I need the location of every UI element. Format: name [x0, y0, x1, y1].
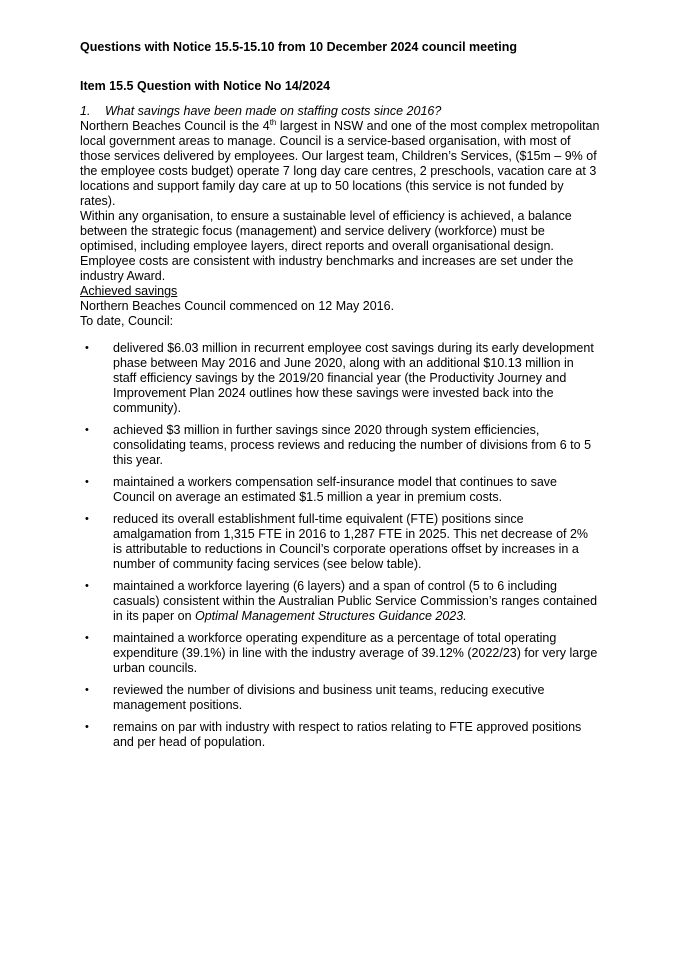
list-item — [80, 631, 600, 676]
list-item-text: reviewed the number of divisions and business unit teams, reducing executive management positions. — [113, 683, 545, 712]
list-item — [80, 341, 600, 416]
savings-list — [80, 341, 600, 750]
intro-p1-rest: largest in NSW and one of the most complex metropolitan local government areas to manage. Council is a service-based organisation, with most of those services delivered by employees. Our largest team, Children’s Services, ($15m – 9% of the employee costs budget) operate 7 long day care centres, 2 preschools, vacation care at 3 locations and support family day care at up to 50 locations (this service is not funded by rates). — [80, 119, 600, 208]
bullet-icon: • — [85, 684, 89, 696]
achieved-savings-heading: Achieved savings — [80, 284, 178, 298]
list-item — [80, 720, 600, 750]
achieved-paragraph-1: Northern Beaches Council commenced on 12 May 2016. — [80, 299, 395, 313]
question-text: What savings have been made on staffing costs since 2016? — [105, 104, 442, 118]
bullet-icon: • — [85, 342, 89, 354]
document-page — [80, 40, 600, 757]
list-item-text: maintained a workers compensation self-insurance model that continues to save Council on average an estimated $1.5 million a year in premium costs. — [113, 475, 557, 504]
list-item-text: achieved $3 million in further savings since 2020 through system efficiencies, consolidating teams, process reviews and reducing the number of divisions from 6 to 5 this year. — [113, 423, 592, 467]
achieved-paragraph-2: To date, Council: — [80, 314, 174, 328]
list-item-text: delivered $6.03 million in recurrent employee cost savings during its early development phase between May 2016 and June 2020, along with an additional $10.13 million in staff efficiency savings by the 2019/20 financial year (the Productivity Journey and Improvement Plan 2024 outlines how these savings were invested back into the community). — [113, 341, 594, 415]
bullet-icon: • — [85, 721, 89, 733]
intro-paragraph-1 — [80, 119, 600, 209]
bullet-icon: • — [85, 632, 89, 644]
document-title: Questions with Notice 15.5-15.10 from 10 December 2024 council meeting — [80, 40, 517, 54]
intro-p1-start: Northern Beaches Council is the 4 — [80, 119, 270, 133]
list-item-text: reduced its overall establishment full-time equivalent (FTE) positions since amalgamation from 1,315 FTE in 2016 to 1,287 FTE in 2025. This net decrease of 2% is attributable to reductions in Council’s corporate operations offset by increases in a number of community facing services (see below table). — [113, 512, 589, 571]
item-title: Item 15.5 Question with Notice No 14/2024 — [80, 79, 331, 93]
bullet-icon: • — [85, 580, 89, 592]
bullet-icon: • — [85, 476, 89, 488]
intro-p1-superscript: th — [269, 117, 277, 127]
list-item-text: remains on par with industry with respect to ratios relating to FTE approved positions and per head of population. — [113, 720, 582, 749]
list-item — [80, 512, 600, 572]
list-item-end: . — [463, 609, 467, 623]
list-item — [80, 579, 600, 624]
list-item — [80, 423, 600, 468]
list-item-text: maintained a workforce layering (6 layers) and a span of control (5 to 6 including casuals) consistent within the Australian Public Service Commission’s ranges contained in its paper on — [113, 579, 598, 623]
list-item-italic-title: Optimal Management Structures Guidance 2023 — [195, 609, 464, 623]
question — [80, 104, 600, 119]
intro-paragraph-3: Employee costs are consistent with industry benchmarks and increases are set under the industry Award. — [80, 254, 574, 283]
question-number: 1. — [80, 104, 91, 118]
list-item-text: maintained a workforce operating expenditure as a percentage of total operating expenditure (39.1%) in line with the industry average of 39.12% (2022/23) for very large urban councils. — [113, 631, 598, 675]
list-item — [80, 683, 600, 713]
intro-paragraph-2: Within any organisation, to ensure a sustainable level of efficiency is achieved, a balance between the strategic focus (management) and service delivery (workforce) must be optimised, including employee layers, direct reports and overall organisational design. — [80, 209, 572, 253]
list-item — [80, 475, 600, 505]
bullet-icon: • — [85, 513, 89, 525]
bullet-icon: • — [85, 424, 89, 436]
